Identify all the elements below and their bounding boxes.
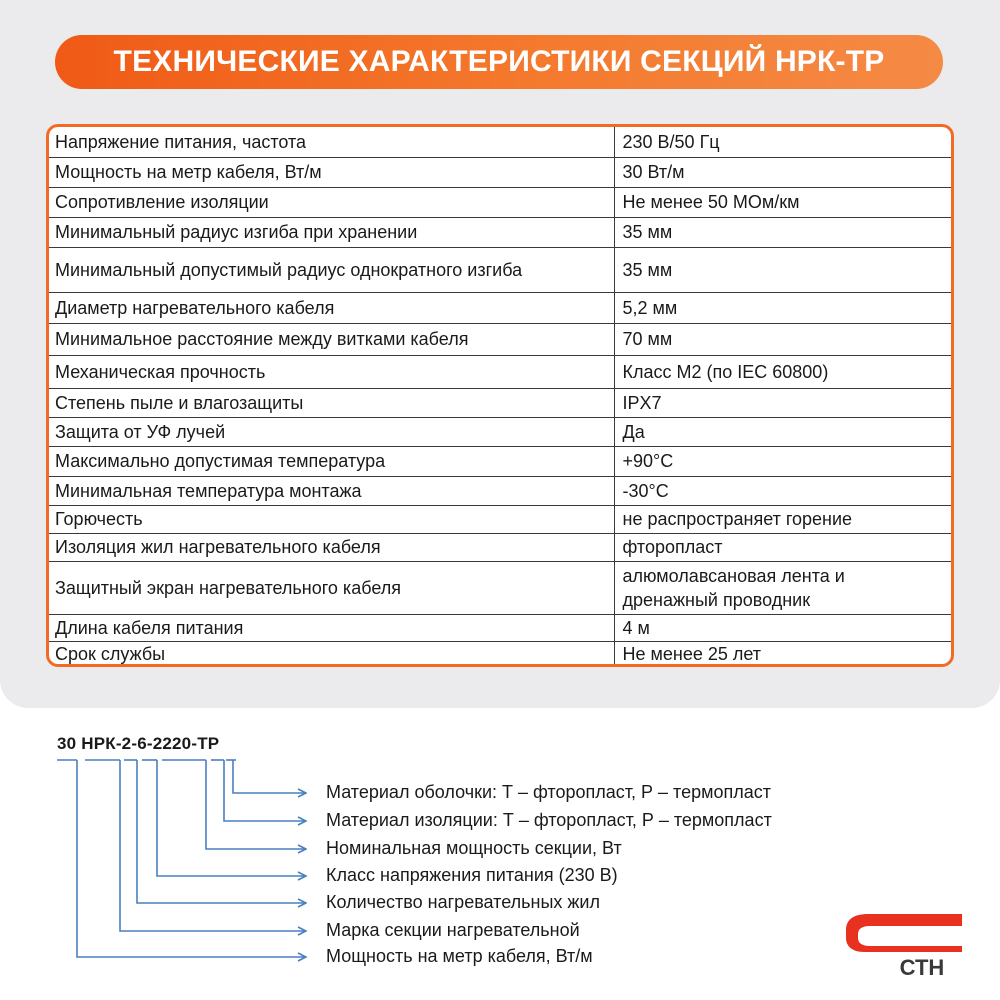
logo-text: СТН bbox=[899, 955, 945, 978]
connector-arrow bbox=[157, 760, 306, 876]
spec-value: 70 мм bbox=[614, 323, 951, 355]
connector-arrow bbox=[224, 760, 306, 821]
spec-value: 35 мм bbox=[614, 247, 951, 292]
legend-item: Материал изоляции: Т – фторопласт, Р – термопласт bbox=[326, 810, 772, 830]
spec-param: Защитный экран нагревательного кабеля bbox=[49, 561, 614, 614]
spec-value: 35 мм bbox=[614, 217, 951, 247]
spec-param: Максимально допустимая температура bbox=[49, 446, 614, 476]
spec-value: 5,2 мм bbox=[614, 292, 951, 323]
model-code: 30 НРК-2-6-2220-ТР bbox=[57, 734, 220, 753]
spec-param: Сопротивление изоляции bbox=[49, 187, 614, 217]
spec-param: Изоляция жил нагревательного кабеля bbox=[49, 533, 614, 561]
spec-value: -30°C bbox=[614, 476, 951, 505]
connector-arrow bbox=[137, 760, 306, 903]
spec-param: Минимальный радиус изгиба при хранении bbox=[49, 217, 614, 247]
spec-param: Мощность на метр кабеля, Вт/м bbox=[49, 157, 614, 187]
spec-param: Минимальный допустимый радиус однократного изгиба bbox=[49, 247, 614, 292]
legend-item: Номинальная мощность секции, Вт bbox=[326, 838, 622, 858]
legend-item: Класс напряжения питания (230 В) bbox=[326, 865, 618, 885]
connector-arrow bbox=[120, 760, 306, 931]
spec-param: Горючесть bbox=[49, 505, 614, 533]
spec-param: Механическая прочность bbox=[49, 355, 614, 388]
spec-value: 4 м bbox=[614, 614, 951, 641]
spec-param: Напряжение питания, частота bbox=[49, 127, 614, 157]
legend-item: Марка секции нагревательной bbox=[326, 920, 580, 940]
legend-item: Мощность на метр кабеля, Вт/м bbox=[326, 946, 593, 966]
page-title-text: ТЕХНИЧЕСКИЕ ХАРАКТЕРИСТИКИ СЕКЦИЙ НРК-ТР bbox=[113, 45, 885, 78]
spec-param: Срок службы bbox=[49, 641, 614, 666]
spec-value: Класс М2 (по IEC 60800) bbox=[614, 355, 951, 388]
spec-param: Защита от УФ лучей bbox=[49, 417, 614, 446]
legend-item: Материал оболочки: Т – фторопласт, Р – термопласт bbox=[326, 782, 771, 802]
spec-param: Диаметр нагревательного кабеля bbox=[49, 292, 614, 323]
spec-value: Не менее 50 МОм/км bbox=[614, 187, 951, 217]
spec-value: IPX7 bbox=[614, 388, 951, 417]
spec-param: Минимальное расстояние между витками кабеля bbox=[49, 323, 614, 355]
spec-value: Да bbox=[614, 417, 951, 446]
connector-arrow bbox=[206, 760, 306, 849]
stn-logo bbox=[838, 912, 966, 978]
spec-param: Минимальная температура монтажа bbox=[49, 476, 614, 505]
spec-value: алюмолавсановая лента и дренажный проводник bbox=[614, 561, 951, 614]
connector-arrow bbox=[77, 760, 306, 957]
spec-value: фторопласт bbox=[614, 533, 951, 561]
spec-value: 30 Вт/м bbox=[614, 157, 951, 187]
spec-value: Не менее 25 лет bbox=[614, 641, 951, 666]
spec-value: не распространяет горение bbox=[614, 505, 951, 533]
spec-value: 230 В/50 Гц bbox=[614, 127, 951, 157]
connector-arrow bbox=[233, 760, 306, 793]
spec-param: Степень пыле и влагозащиты bbox=[49, 388, 614, 417]
spec-value: +90°C bbox=[614, 446, 951, 476]
legend-item: Количество нагревательных жил bbox=[326, 892, 600, 912]
spec-param: Длина кабеля питания bbox=[49, 614, 614, 641]
